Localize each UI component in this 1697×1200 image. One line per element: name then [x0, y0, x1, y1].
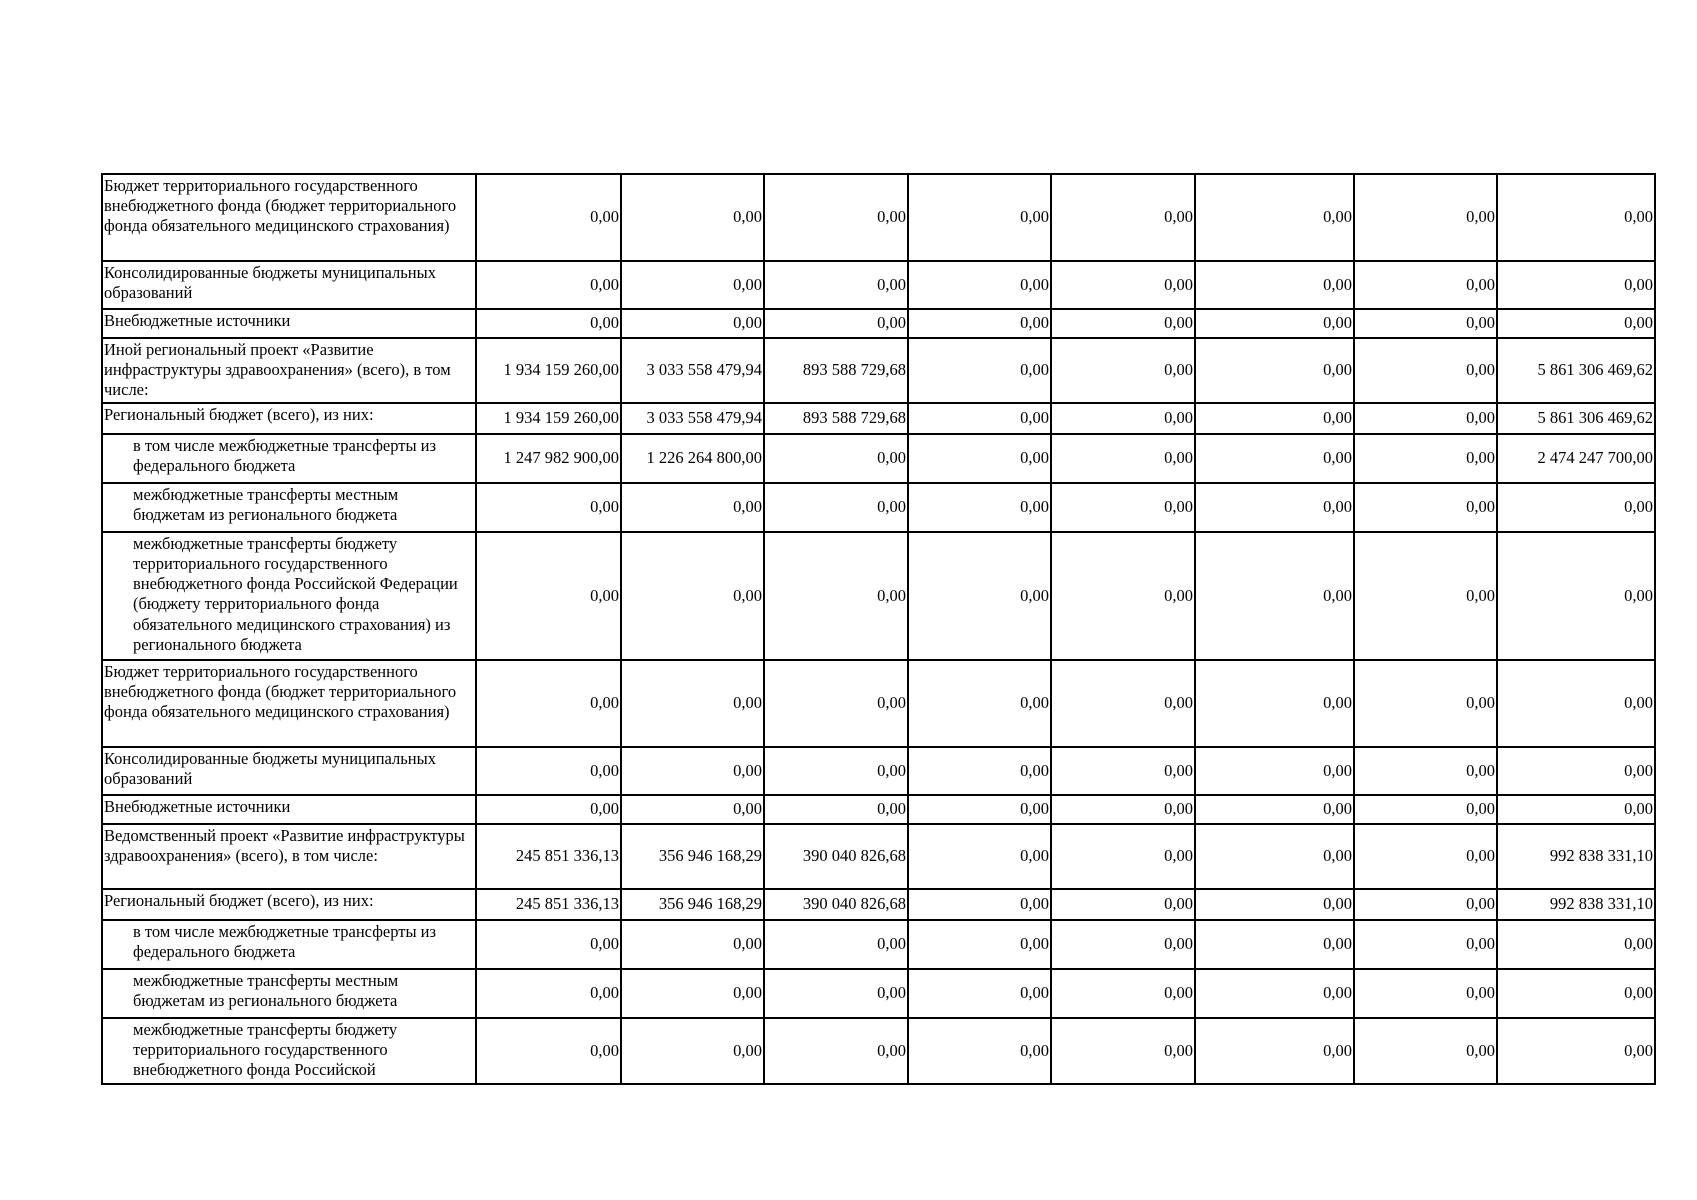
value-cell: 0,00 — [908, 747, 1051, 795]
value-cell: 0,00 — [1354, 660, 1497, 747]
value-cell: 1 226 264 800,00 — [621, 434, 764, 483]
value-cell: 0,00 — [1051, 920, 1195, 969]
row-label: Консолидированные бюджеты муниципальных образований — [102, 747, 476, 795]
value-cell: 0,00 — [476, 747, 621, 795]
value-cell: 0,00 — [1497, 532, 1655, 660]
value-cell: 0,00 — [764, 434, 908, 483]
value-cell: 893 588 729,68 — [764, 403, 908, 434]
row-label: Бюджет территориального государственного внебюджетного фонда (бюджет территориального фонда обязательного медицинского страхования) — [102, 174, 476, 261]
table-row — [102, 309, 1655, 338]
value-cell: 0,00 — [764, 309, 908, 338]
value-cell: 0,00 — [1195, 747, 1354, 795]
value-cell: 356 946 168,29 — [621, 889, 764, 920]
value-cell: 0,00 — [621, 795, 764, 824]
table-row — [102, 338, 1655, 403]
value-cell: 0,00 — [1354, 532, 1497, 660]
value-cell: 0,00 — [1195, 174, 1354, 261]
value-cell: 390 040 826,68 — [764, 889, 908, 920]
value-cell: 0,00 — [476, 920, 621, 969]
value-cell: 0,00 — [1354, 434, 1497, 483]
row-label: Внебюджетные источники — [102, 795, 476, 824]
value-cell: 5 861 306 469,62 — [1497, 338, 1655, 403]
value-cell: 0,00 — [1497, 261, 1655, 309]
table-row — [102, 532, 1655, 660]
value-cell: 0,00 — [621, 532, 764, 660]
value-cell: 0,00 — [908, 174, 1051, 261]
value-cell: 0,00 — [621, 969, 764, 1018]
value-cell: 0,00 — [476, 795, 621, 824]
value-cell: 0,00 — [1195, 1018, 1354, 1084]
value-cell: 0,00 — [1195, 532, 1354, 660]
table-row — [102, 889, 1655, 920]
table-row — [102, 969, 1655, 1018]
value-cell: 0,00 — [1195, 261, 1354, 309]
row-label: Региональный бюджет (всего), из них: — [102, 889, 476, 920]
table-row — [102, 1018, 1655, 1084]
value-cell: 0,00 — [764, 1018, 908, 1084]
value-cell: 0,00 — [476, 309, 621, 338]
value-cell: 0,00 — [1051, 483, 1195, 532]
value-cell: 5 861 306 469,62 — [1497, 403, 1655, 434]
value-cell: 0,00 — [1354, 795, 1497, 824]
value-cell: 0,00 — [1354, 747, 1497, 795]
value-cell: 0,00 — [476, 261, 621, 309]
value-cell: 0,00 — [1051, 403, 1195, 434]
value-cell: 0,00 — [908, 261, 1051, 309]
table-row — [102, 434, 1655, 483]
row-label: Иной региональный проект «Развитие инфраструктуры здравоохранения» (всего), в том числе: — [102, 338, 476, 403]
value-cell: 0,00 — [1195, 795, 1354, 824]
value-cell: 0,00 — [1497, 747, 1655, 795]
value-cell: 0,00 — [1051, 824, 1195, 889]
value-cell: 0,00 — [908, 824, 1051, 889]
value-cell: 2 474 247 700,00 — [1497, 434, 1655, 483]
value-cell: 0,00 — [1354, 969, 1497, 1018]
value-cell: 0,00 — [908, 532, 1051, 660]
value-cell: 0,00 — [1354, 1018, 1497, 1084]
table-body — [102, 174, 1655, 1084]
value-cell: 0,00 — [1497, 483, 1655, 532]
value-cell: 0,00 — [1195, 824, 1354, 889]
table-row — [102, 824, 1655, 889]
row-label: Консолидированные бюджеты муниципальных образований — [102, 261, 476, 309]
value-cell: 0,00 — [1051, 969, 1195, 1018]
value-cell: 0,00 — [1497, 920, 1655, 969]
row-label: межбюджетные трансферты бюджету территориального государственного внебюджетного фонда Российской — [102, 1018, 476, 1084]
value-cell: 0,00 — [1497, 969, 1655, 1018]
value-cell: 0,00 — [764, 483, 908, 532]
row-label: межбюджетные трансферты местным бюджетам из регионального бюджета — [102, 483, 476, 532]
value-cell: 0,00 — [764, 969, 908, 1018]
value-cell: 0,00 — [1497, 795, 1655, 824]
value-cell: 0,00 — [1354, 174, 1497, 261]
row-label: межбюджетные трансферты бюджету территориального государственного внебюджетного фонда Российской Федерации (бюджету территориального фонда обязательного медицинского страхования) из регионального бюджета — [102, 532, 476, 660]
value-cell: 0,00 — [621, 174, 764, 261]
value-cell: 0,00 — [1195, 920, 1354, 969]
value-cell: 0,00 — [1051, 338, 1195, 403]
value-cell: 0,00 — [1354, 920, 1497, 969]
value-cell: 0,00 — [1051, 309, 1195, 338]
value-cell: 0,00 — [908, 338, 1051, 403]
value-cell: 992 838 331,10 — [1497, 824, 1655, 889]
value-cell: 0,00 — [764, 747, 908, 795]
value-cell: 0,00 — [1051, 1018, 1195, 1084]
value-cell: 0,00 — [1051, 795, 1195, 824]
row-label: Региональный бюджет (всего), из них: — [102, 403, 476, 434]
table-row — [102, 660, 1655, 747]
value-cell: 0,00 — [764, 261, 908, 309]
value-cell: 0,00 — [908, 920, 1051, 969]
value-cell: 390 040 826,68 — [764, 824, 908, 889]
value-cell: 0,00 — [1195, 403, 1354, 434]
value-cell: 0,00 — [764, 920, 908, 969]
row-label: Бюджет территориального государственного внебюджетного фонда (бюджет территориального фонда обязательного медицинского страхования) — [102, 660, 476, 747]
value-cell: 992 838 331,10 — [1497, 889, 1655, 920]
value-cell: 0,00 — [1354, 483, 1497, 532]
value-cell: 0,00 — [1354, 338, 1497, 403]
value-cell: 0,00 — [476, 660, 621, 747]
value-cell: 0,00 — [1354, 403, 1497, 434]
value-cell: 0,00 — [764, 660, 908, 747]
table-row — [102, 403, 1655, 434]
value-cell: 0,00 — [1497, 309, 1655, 338]
value-cell: 0,00 — [1051, 889, 1195, 920]
value-cell: 0,00 — [476, 1018, 621, 1084]
value-cell: 3 033 558 479,94 — [621, 338, 764, 403]
value-cell: 0,00 — [621, 261, 764, 309]
value-cell: 0,00 — [621, 1018, 764, 1084]
value-cell: 245 851 336,13 — [476, 824, 621, 889]
value-cell: 0,00 — [908, 795, 1051, 824]
value-cell: 0,00 — [908, 483, 1051, 532]
value-cell: 0,00 — [908, 889, 1051, 920]
value-cell: 0,00 — [1195, 434, 1354, 483]
value-cell: 0,00 — [621, 660, 764, 747]
value-cell: 0,00 — [764, 795, 908, 824]
value-cell: 0,00 — [764, 532, 908, 660]
row-label: Ведомственный проект «Развитие инфраструктуры здравоохранения» (всего), в том числе: — [102, 824, 476, 889]
row-label: в том числе межбюджетные трансферты из федерального бюджета — [102, 434, 476, 483]
value-cell: 0,00 — [1195, 309, 1354, 338]
row-label: межбюджетные трансферты местным бюджетам из регионального бюджета — [102, 969, 476, 1018]
value-cell: 0,00 — [1354, 261, 1497, 309]
value-cell: 0,00 — [476, 174, 621, 261]
value-cell: 0,00 — [908, 969, 1051, 1018]
value-cell: 0,00 — [1051, 261, 1195, 309]
value-cell: 1 934 159 260,00 — [476, 338, 621, 403]
value-cell: 356 946 168,29 — [621, 824, 764, 889]
value-cell: 0,00 — [621, 483, 764, 532]
value-cell: 0,00 — [908, 660, 1051, 747]
table-row — [102, 795, 1655, 824]
value-cell: 0,00 — [1497, 660, 1655, 747]
value-cell: 1 247 982 900,00 — [476, 434, 621, 483]
value-cell: 0,00 — [1051, 660, 1195, 747]
value-cell: 0,00 — [908, 403, 1051, 434]
value-cell: 1 934 159 260,00 — [476, 403, 621, 434]
value-cell: 0,00 — [1195, 338, 1354, 403]
value-cell: 0,00 — [1354, 889, 1497, 920]
value-cell: 0,00 — [1497, 1018, 1655, 1084]
value-cell: 0,00 — [1195, 889, 1354, 920]
value-cell: 0,00 — [476, 532, 621, 660]
table-row — [102, 920, 1655, 969]
value-cell: 3 033 558 479,94 — [621, 403, 764, 434]
value-cell: 0,00 — [1051, 747, 1195, 795]
budget-table — [101, 173, 1656, 1085]
value-cell: 0,00 — [908, 309, 1051, 338]
value-cell: 245 851 336,13 — [476, 889, 621, 920]
value-cell: 0,00 — [1195, 660, 1354, 747]
value-cell: 0,00 — [476, 483, 621, 532]
value-cell: 0,00 — [621, 747, 764, 795]
value-cell: 0,00 — [908, 1018, 1051, 1084]
table-row — [102, 174, 1655, 261]
value-cell: 0,00 — [1051, 434, 1195, 483]
value-cell: 0,00 — [1195, 969, 1354, 1018]
table-row — [102, 747, 1655, 795]
value-cell: 0,00 — [1195, 483, 1354, 532]
row-label: Внебюджетные источники — [102, 309, 476, 338]
value-cell: 0,00 — [621, 309, 764, 338]
table-row — [102, 483, 1655, 532]
value-cell: 0,00 — [1497, 174, 1655, 261]
value-cell: 0,00 — [1354, 824, 1497, 889]
row-label: в том числе межбюджетные трансферты из федерального бюджета — [102, 920, 476, 969]
value-cell: 0,00 — [621, 920, 764, 969]
value-cell: 0,00 — [1051, 174, 1195, 261]
value-cell: 0,00 — [1354, 309, 1497, 338]
value-cell: 893 588 729,68 — [764, 338, 908, 403]
value-cell: 0,00 — [476, 969, 621, 1018]
value-cell: 0,00 — [1051, 532, 1195, 660]
table-row — [102, 261, 1655, 309]
value-cell: 0,00 — [764, 174, 908, 261]
value-cell: 0,00 — [908, 434, 1051, 483]
